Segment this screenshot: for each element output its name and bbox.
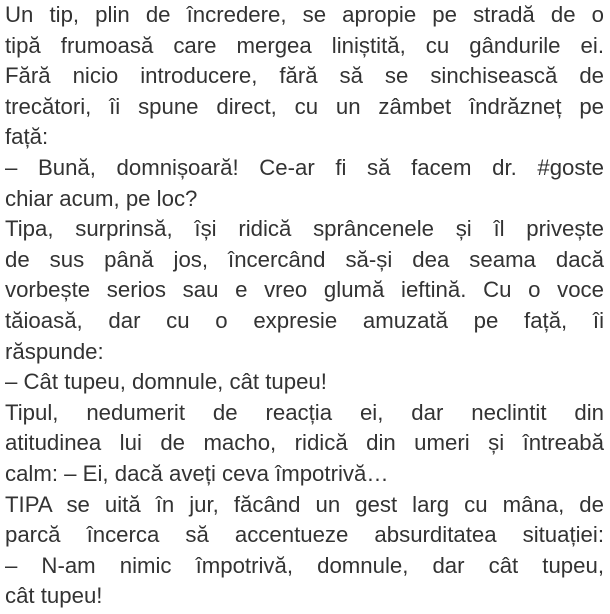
text-line: trecători, îi spune direct, cu un zâmbet îndrăzneț pe xyxy=(5,93,604,119)
text-line: Tipul, nedumerit de reacția ei, dar neclintit din xyxy=(5,399,604,425)
text-line: TIPA se uită în jur, făcând un gest larg cu mâna, de xyxy=(5,491,604,517)
text-line: tipă frumoasă care mergea liniștită, cu gândurile ei. xyxy=(5,32,604,58)
text-line: Un tip, plin de încredere, se apropie pe stradă de o xyxy=(5,2,604,27)
text-line: parcă încerca să accentueze absurditatea situației: xyxy=(5,522,604,548)
text-line: răspunde: xyxy=(5,338,104,364)
text-line: chiar acum, pe loc? xyxy=(5,185,198,211)
text-line: – Bună, domnișoară! Ce-ar fi să facem dr. #goste xyxy=(5,154,604,180)
text-line: tăioasă, dar cu o expresie amuzată pe față, îi xyxy=(5,307,604,333)
text-line: Tipa, surprinsă, își ridică sprâncenele și îl privește xyxy=(5,216,604,242)
text-line: cât tupeu! xyxy=(5,583,103,609)
text-line: de sus până jos, încercând să-și dea seama dacă xyxy=(5,246,604,272)
text-line: – N-am nimic împotrivă, domnule, dar cât tupeu, xyxy=(5,552,604,578)
text-line: calm: – Ei, dacă aveți ceva împotrivă… xyxy=(5,460,389,486)
text-line: Fără nicio introducere, fără să se sinchisească de xyxy=(5,63,604,89)
text-line: atitudinea lui de macho, ridică din umeri și întreabă xyxy=(5,430,604,456)
text-line: față: xyxy=(5,124,49,150)
text-line: – Cât tupeu, domnule, cât tupeu! xyxy=(5,369,327,395)
text-line: vorbește serios sau e vreo glumă ieftină. Cu o voce xyxy=(5,277,604,303)
